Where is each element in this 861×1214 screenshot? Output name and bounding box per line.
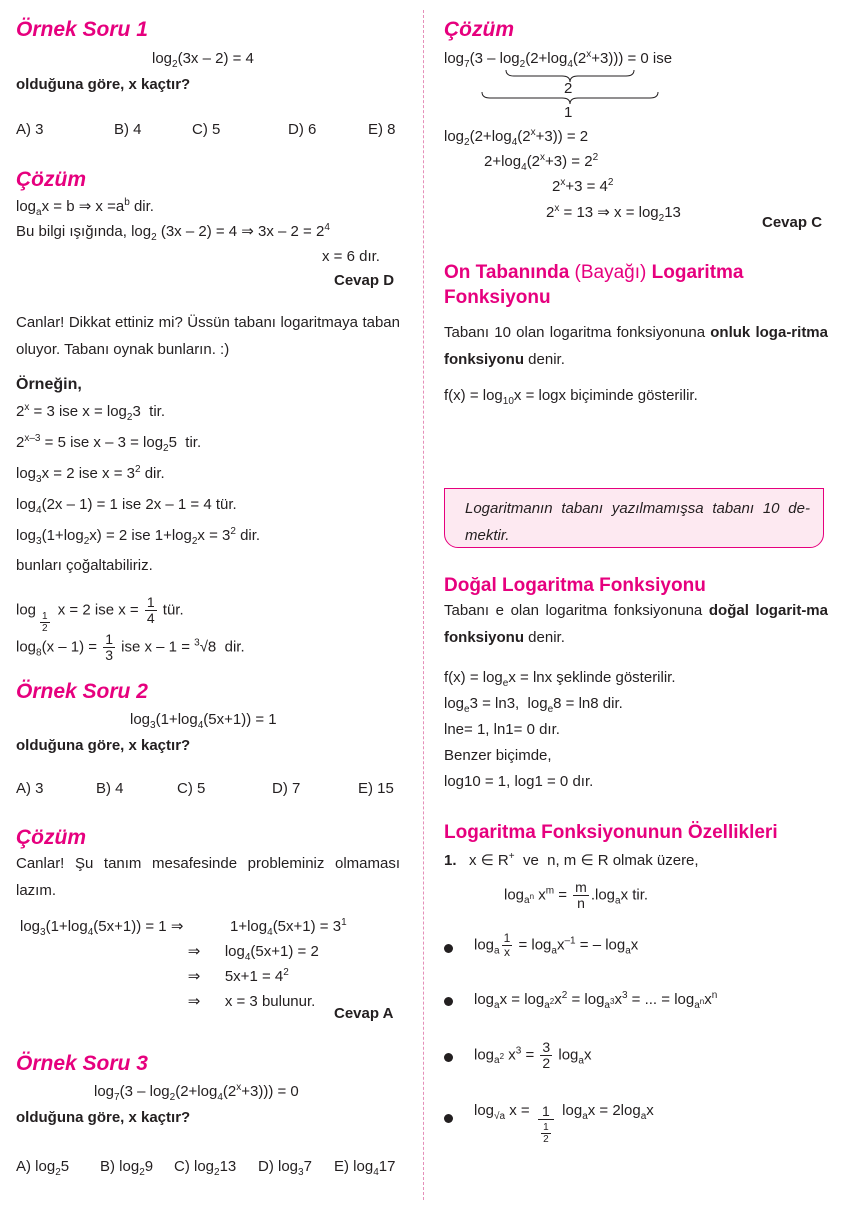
property-4: $\log_{a^2} x^3$ = $\frac{3}{2}$ $\log_ax$ xyxy=(474,1039,592,1071)
solution-1-rule: $\log_ax = b$ ⇒ $x =a^b$ dir. xyxy=(16,197,154,218)
property-1: 1. x ∈ R+ ve n, m ∈ R olmak üzere, xyxy=(444,851,699,869)
example-line-7: $\log_8(x - 1)$ = $\frac{1}{3}$ ise x – 1 = $^3$√8 dir. xyxy=(16,631,245,663)
example-line-6: log $\frac{1}{2}$ x = 2 ise x = $\frac{1}{4}$ tür. xyxy=(16,594,184,634)
brace-value-2: 2 xyxy=(564,80,573,97)
natural-log-heading: Doğal Logaritma Fonksiyonu xyxy=(444,575,706,596)
solution-3-answer: Cevap C xyxy=(762,214,823,231)
brace-value-1: 1 xyxy=(564,104,573,121)
solution-2-step-2: ⇒ $\log_4(5x+1) = 2$ xyxy=(187,943,319,963)
example-2-title: Örnek Soru 2 xyxy=(16,680,148,703)
solution-3-step-2: $2+\log_4(2^x+3) = 2^2$ xyxy=(484,152,599,173)
option-b[interactable]: B) $\log_29$ xyxy=(100,1158,154,1178)
solution-2-step-1b: $1+\log_4(5x+1) = 3^1$ xyxy=(230,917,347,938)
option-c[interactable]: C) $\log_213$ xyxy=(174,1158,237,1178)
examples-tail: bunları çoğaltabiliriz. xyxy=(16,557,153,574)
example-3-title: Örnek Soru 3 xyxy=(16,1052,148,1075)
option-a[interactable]: A) 3 xyxy=(16,780,44,797)
solution-1-step: Bu bilgi ışığında, $\log_2 (3x - 2) = 4$ ⇒ $3x - 2 = 2^4$ xyxy=(16,222,330,243)
natural-log-formula: $f(x) = \log_ex = \ln x$ şeklinde gösterilir. xyxy=(444,669,676,689)
property-5: $\log_{√a} x$ = $\frac{1}{\frac{1}{2}}$ $\log_ax = 2\log_ax$ xyxy=(474,1102,654,1145)
natural-log-definition: Tabanı e olan logaritma fonksiyonuna doğal logarit-ma fonksiyonu denir. xyxy=(444,602,828,646)
option-e[interactable]: E) $\log_417$ xyxy=(334,1158,396,1178)
example-3-equation: $\log_7(3 - \log_2(2+\log_4(2^x+3))) = 0$ xyxy=(94,1082,299,1103)
natural-log-similar: Benzer biçimde, xyxy=(444,747,552,764)
examples-heading: Örneğin, xyxy=(16,376,82,393)
solution-3-step-1: $\log_2(2+\log_4(2^x+3)) = 2$ xyxy=(444,127,589,148)
intro-paragraph: Canlar! Dikkat ettiniz mi? Üssün tabanı logaritmaya taban oluyor. Tabanı oynak bunların. :) xyxy=(16,314,400,358)
example-line-2: $2^{x-3} = 5$ ise $x - 3 = \log_25$ tir. xyxy=(16,433,202,454)
example-1-equation: $\log_2(3x - 2) = 4$ xyxy=(152,50,254,70)
common-log-definition: Tabanı 10 olan logaritma fonksiyonuna onluk loga-ritma fonksiyonu denir. xyxy=(444,324,828,368)
common-log-values: log10 = 1, log1 = 0 dır. xyxy=(444,773,594,790)
common-log-heading: On Tabanında (Bayağı) Logaritma xyxy=(444,262,744,283)
option-d[interactable]: D) 7 xyxy=(272,780,301,797)
solution-3-equation: $\log_7(3 - \log_2(2+\log_4(2^x+3))) = 0$ ise xyxy=(444,49,673,70)
solution-2-step-1: $\log_3(1+\log_4(5x+1)) = 1$ ⇒ xyxy=(20,918,184,938)
solution-1-title: Çözüm xyxy=(16,168,86,191)
common-log-formula: $f(x) = \log_{10}x = \log x$ biçiminde gösterilir. xyxy=(444,387,698,407)
solution-1-result: x = 6 dır. xyxy=(322,248,380,265)
solution-1-answer: Cevap D xyxy=(334,272,395,289)
solution-2-paragraph: Canlar! Şu tanım mesafesinde probleminiz olmaması lazım. xyxy=(16,855,400,899)
option-e[interactable]: E) 8 xyxy=(368,121,396,138)
bullet-4 xyxy=(444,1114,453,1123)
example-2-equation: $\log_3(1+\log_4(5x+1)) = 1$ xyxy=(130,711,277,731)
example-line-4: $\log_4(2x - 1) = 1$ ise 2x – 1 = 4 tür. xyxy=(16,496,237,516)
common-log-heading-2: Fonksiyonu xyxy=(444,287,551,308)
property-2: $\log_a$ $\frac{1}{x}$ = $\log_ax^{-1}$ = – $\log_ax$ xyxy=(474,931,639,959)
option-a[interactable]: A) 3 xyxy=(16,121,44,138)
bullet-2 xyxy=(444,997,453,1006)
option-d[interactable]: D) $\log_37$ xyxy=(258,1158,312,1178)
example-line-3: $\log_3x = 2$ ise $x = 3^2$ dir. xyxy=(16,464,165,485)
solution-2-step-3: ⇒ $5x+1 = 4^2$ xyxy=(187,967,289,985)
solution-3-step-4: $2^x = 13$ ⇒ $x = \log_213$ xyxy=(546,203,681,224)
properties-heading: Logaritma Fonksiyonunun Özellikleri xyxy=(444,822,778,843)
property-1-formula: $\log_{a^n} x^m$ = $\frac{m}{n}$ $.\log_ax$ tir. xyxy=(504,879,649,911)
bullet-1 xyxy=(444,944,453,953)
natural-log-examples: $\log_e3 = \ln 3$, $\log_e8 = \ln 8$ dir. xyxy=(444,695,623,715)
solution-2-answer: Cevap A xyxy=(334,1005,394,1022)
option-c[interactable]: C) 5 xyxy=(192,121,221,138)
solution-2-title: Çözüm xyxy=(16,826,86,849)
option-b[interactable]: B) 4 xyxy=(96,780,124,797)
solution-3-step-3: $2^x+3 = 4^2$ xyxy=(552,177,614,195)
option-c[interactable]: C) 5 xyxy=(177,780,206,797)
option-b[interactable]: B) 4 xyxy=(114,121,142,138)
solution-2-step-4: ⇒ x = 3 bulunur. xyxy=(187,993,316,1010)
column-divider xyxy=(423,10,424,1200)
bullet-3 xyxy=(444,1053,453,1062)
option-a[interactable]: A) $\log_25$ xyxy=(16,1158,70,1178)
example-2-question: olduğuna göre, x kaçtır? xyxy=(16,737,191,754)
example-line-1: $2^x = 3$ ise $x = \log_23$ tir. xyxy=(16,402,165,423)
example-3-question: olduğuna göre, x kaçtır? xyxy=(16,1109,191,1126)
option-e[interactable]: E) 15 xyxy=(358,780,394,797)
example-line-5: $\log_3(1+\log_2x) = 2$ ise $1+\log_2x = 3^2$ dir. xyxy=(16,526,261,547)
underbraces xyxy=(444,62,674,112)
natural-log-values: lne= 1, ln1= 0 dır. xyxy=(444,721,560,738)
example-1-question: olduğuna göre, x kaçtır? xyxy=(16,76,191,93)
property-3: $\log_ax = \log_{a^2}x^2 = \log_{a^3}x^3$ = ... = $\log_{a^n}x^n$ xyxy=(474,990,718,1011)
note-text: Logaritmanın tabanı yazılmamışsa tabanı 10 de-mektir. xyxy=(465,500,810,544)
example-1-title: Örnek Soru 1 xyxy=(16,18,148,41)
option-d[interactable]: D) 6 xyxy=(288,121,317,138)
note-box xyxy=(444,488,824,548)
solution-3-title: Çözüm xyxy=(444,18,514,41)
